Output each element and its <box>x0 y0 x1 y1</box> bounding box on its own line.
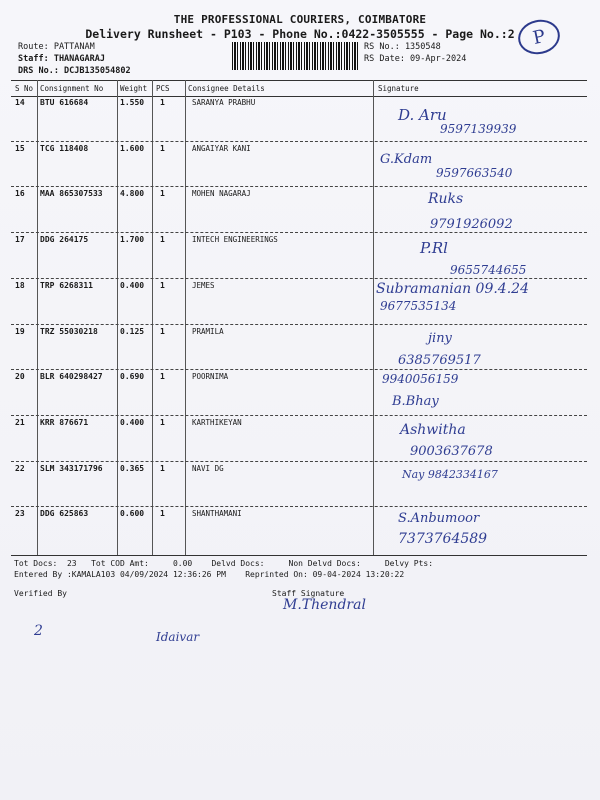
consignment-no: TRZ 55030218 <box>40 326 98 336</box>
weight: 0.600 <box>120 509 145 519</box>
route-info <box>18 41 131 77</box>
rs-date: RS Date: 09-Apr-2024 <box>364 54 467 64</box>
weight: 1.700 <box>120 235 145 245</box>
phone-hand: 6385769517 <box>398 352 481 368</box>
staff-signature-label: Staff Signature <box>272 589 345 598</box>
row-divider <box>11 324 587 325</box>
col-consignment: Consignment No <box>40 84 104 93</box>
phone-hand: 9597139939 <box>440 122 517 136</box>
table-bottom-rule <box>11 555 587 556</box>
consignee: NAVI DG <box>192 463 224 473</box>
pcs: 1 <box>160 143 165 153</box>
rs-number: RS No.: 1350548 <box>364 42 441 52</box>
consignee: KARTHIKEYAN <box>192 417 242 427</box>
consignment-no: TCG 118408 <box>40 143 89 153</box>
row-divider <box>11 141 587 142</box>
pcs: 1 <box>160 98 165 107</box>
signature-hand: D. Aru <box>398 106 447 124</box>
col-consignee: Consignee Details <box>188 84 265 93</box>
consignment-no: BTU 616684 <box>40 98 89 107</box>
consignee: ANGAIYAR KANI <box>192 143 251 153</box>
signature-hand: Ashwitha <box>400 421 466 438</box>
signature-hand: 9940056159 <box>382 372 459 387</box>
phone-hand: 9677535134 <box>380 298 457 313</box>
totals-line: Tot Docs: 23 Tot COD Amt: 0.00 Delvd Docs: Non Delvd Docs: Delvy Pts: <box>14 559 434 568</box>
row-sno: 18 <box>15 280 25 290</box>
signature-hand: P.Rl <box>420 239 448 258</box>
consignee: POORNIMA <box>192 372 229 382</box>
pcs: 1 <box>160 189 165 199</box>
row-sno: 22 <box>15 463 25 473</box>
runsheet-subtitle: Delivery Runsheet - P103 - Phone No.:0422-3505555 - Page No.:2 <box>85 27 515 41</box>
row-divider <box>11 186 587 187</box>
staff-label: Staff: THANAGARAJ <box>18 54 105 64</box>
phone-hand: 9003637678 <box>410 443 493 459</box>
row-sno: 23 <box>15 509 25 519</box>
phone-hand: 7373764589 <box>398 531 488 548</box>
table-header-rule <box>11 96 587 97</box>
phone-hand: 9791926092 <box>430 217 513 233</box>
pcs: 1 <box>160 463 165 473</box>
row-divider <box>11 278 587 279</box>
signature-hand: jiny <box>428 330 452 346</box>
consignment-no: DDG 264175 <box>40 235 89 245</box>
consignee: SHANTHAMANI <box>192 509 242 519</box>
weight: 0.365 <box>120 463 145 473</box>
pcs: 1 <box>160 326 165 336</box>
phone-hand: 9655744655 <box>450 263 527 278</box>
drs-number: DRS No.: DCJB135054802 <box>18 66 131 76</box>
page-stamp: P <box>515 16 563 58</box>
pcs: 1 <box>160 509 165 519</box>
pcs: 1 <box>160 372 165 382</box>
weight: 0.400 <box>120 417 145 427</box>
signature-hand: S.Anbumoor <box>398 511 480 527</box>
signature-hand: Subramanian 09.4.24 <box>376 280 529 297</box>
consignment-no: TRP 6268311 <box>40 280 93 290</box>
verified-by-label: Verified By <box>14 589 67 598</box>
consignment-no: MAA 865307533 <box>40 189 103 199</box>
table-row <box>0 327 600 373</box>
weight: 0.400 <box>120 280 145 290</box>
weight: 1.550 <box>120 98 145 107</box>
table-row <box>0 464 600 510</box>
phone-hand: B.Bhay <box>392 394 439 410</box>
col-pcs: PCS <box>156 84 170 93</box>
weight: 0.125 <box>120 326 145 336</box>
company-title: THE PROFESSIONAL COURIERS, COIMBATORE <box>173 13 427 26</box>
consignment-no: SLM 343171796 <box>40 463 103 473</box>
consignee: SARANYA PRABHU <box>192 98 256 107</box>
weight: 1.600 <box>120 143 145 153</box>
route-label: Route: PATTANAM <box>18 42 95 52</box>
consignment-no: KRR 876671 <box>40 417 89 427</box>
rs-info <box>364 41 466 65</box>
pcs: 1 <box>160 417 165 427</box>
table-row <box>0 418 600 464</box>
row-sno: 15 <box>15 143 25 153</box>
table-row <box>0 372 600 418</box>
row-divider <box>11 369 587 370</box>
pcs: 1 <box>160 235 165 245</box>
consignee: PRAMILA <box>192 326 224 336</box>
signature-hand: G.Kdam <box>380 151 433 167</box>
consignment-no: DDG 625863 <box>40 509 89 519</box>
weight: 0.690 <box>120 372 145 382</box>
entered-by-line: Entered By :KAMALA103 04/09/2024 12:36:26 PM Reprinted On: 09-04-2024 13:20:22 <box>14 570 405 579</box>
row-divider <box>11 232 587 233</box>
pcs: 1 <box>160 280 165 290</box>
consignee: MOHEN NAGARAJ <box>192 189 251 199</box>
row-divider <box>11 461 587 462</box>
verified-signature: Idaivar <box>156 630 200 644</box>
row-sno: 19 <box>15 326 25 336</box>
col-weight: Weight <box>120 84 148 93</box>
table-row <box>0 509 600 555</box>
table-row <box>0 98 600 144</box>
row-divider <box>11 415 587 416</box>
phone-hand: 9597663540 <box>436 165 513 180</box>
barcode <box>232 42 358 70</box>
row-divider <box>11 506 587 507</box>
col-signature: Signature <box>378 84 419 93</box>
signature-hand: Nay 9842334167 <box>402 467 498 481</box>
table-top-rule <box>11 80 587 81</box>
verified-mark: 2 <box>34 623 43 639</box>
row-sno: 16 <box>15 189 25 199</box>
signature-hand: Ruks <box>428 191 464 208</box>
row-sno: 17 <box>15 235 25 245</box>
consignment-no: BLR 640298427 <box>40 372 103 382</box>
weight: 4.800 <box>120 189 145 199</box>
consignee: JEMES <box>192 280 215 290</box>
row-sno: 21 <box>15 417 25 427</box>
col-sno: S No <box>15 84 34 93</box>
row-sno: 20 <box>15 372 25 382</box>
consignee: INTECH ENGINEERINGS <box>192 235 278 245</box>
row-sno: 14 <box>15 98 25 107</box>
staff-signature-hand: M.Thendral <box>283 597 366 613</box>
